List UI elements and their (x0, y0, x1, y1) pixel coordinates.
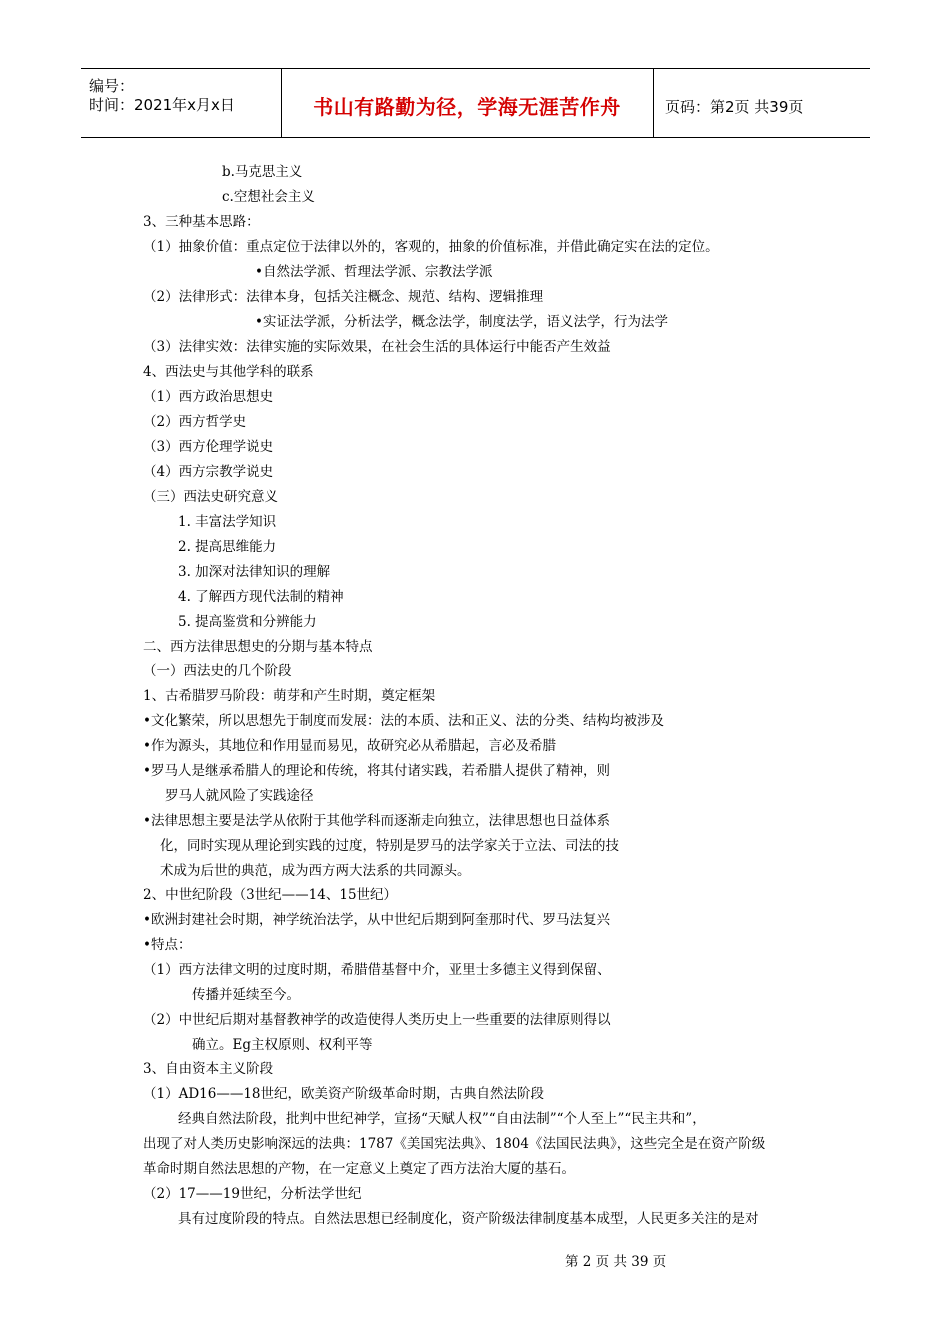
page-info: 页码：第2页 共39页 (665, 98, 804, 116)
body-line: （2）中世纪后期对基督教神学的改造使得人类历史上一些重要的法律原则得以 (143, 1012, 611, 1028)
body-line: 1. 丰富法学知识 (178, 514, 277, 530)
body-line: 2. 提高思维能力 (178, 539, 277, 555)
body-line: •特点： (143, 937, 192, 953)
body-line: （1）西方政治思想史 (143, 389, 274, 405)
body-line: （2）西方哲学史 (143, 414, 247, 430)
body-line: 1、古希腊罗马阶段：萌芽和产生时期，奠定框架 (143, 688, 436, 704)
body-line: （2）法律形式：法律本身，包括关注概念、规范、结构、逻辑推理 (143, 289, 544, 305)
header-right-cell (653, 69, 870, 137)
body-line: 出现了对人类历史影响深远的法典：1787《美国宪法典》、1804《法国民法典》，这些完全是在资产阶级 (143, 1136, 766, 1152)
body-line: •欧洲封建社会时期，神学统治法学，从中世纪后期到阿奎那时代、罗马法复兴 (143, 912, 610, 928)
body-line: （2）17——19世纪，分析法学世纪 (143, 1186, 362, 1202)
body-line: •罗马人是继承希腊人的理论和传统，将其付诸实践，若希腊人提供了精神，则 (143, 763, 610, 779)
body-line: 具有过度阶段的特点。自然法思想已经制度化，资产阶级法律制度基本成型，人民更多关注的是对 (178, 1211, 759, 1227)
time-label: 时间：2021年x月x日 (89, 96, 235, 114)
page-footer: 第 2 页 共 39 页 (565, 1254, 667, 1270)
body-line: 3. 加深对法律知识的理解 (178, 564, 331, 580)
body-line: 术成为后世的典范，成为西方两大法系的共同源头。 (160, 863, 471, 879)
page-header (81, 68, 870, 138)
body-line: c.空想社会主义 (222, 189, 315, 205)
body-line: 确立。Eg主权原则、权利平等 (192, 1037, 373, 1053)
body-line: •法律思想主要是法学从依附于其他学科而逐渐走向独立，法律思想也日益体系 (143, 813, 610, 829)
body-line: b.马克思主义 (222, 164, 303, 180)
body-line: 经典自然法阶段，批判中世纪神学，宣扬“天赋人权”“自由法制”“个人至上”“民主共和”， (178, 1111, 706, 1127)
body-line: 2、中世纪阶段（3世纪——14、15世纪） (143, 887, 398, 903)
number-label: 编号： (89, 77, 135, 95)
body-line: •文化繁荣，所以思想先于制度而发展：法的本质、法和正义、法的分类、结构均被涉及 (143, 713, 664, 729)
body-line: •实证法学派，分析法学，概念法学，制度法学，语义法学，行为法学 (255, 314, 668, 330)
body-line: 5. 提高鉴赏和分辨能力 (178, 614, 317, 630)
motto-text: 书山有路勤为径，学海无涯苦作舟 (313, 95, 621, 119)
body-line: 3、三种基本思路： (143, 214, 260, 230)
body-line: 传播并延续至今。 (192, 987, 300, 1003)
body-line: •自然法学派、哲理法学派、宗教法学派 (255, 264, 493, 280)
body-line: •作为源头，其地位和作用显而易见，故研究必从希腊起，言必及希腊 (143, 738, 556, 754)
body-line: 二、西方法律思想史的分期与基本特点 (143, 639, 373, 655)
body-line: （3）西方伦理学说史 (143, 439, 274, 455)
header-left-cell (81, 69, 282, 137)
body-line: 革命时期自然法思想的产物，在一定意义上奠定了西方法治大厦的基石。 (143, 1161, 575, 1177)
body-line: 化，同时实现从理论到实践的过度，特别是罗马的法学家关于立法、司法的技 (160, 838, 619, 854)
body-line: 4、西法史与其他学科的联系 (143, 364, 314, 380)
header-middle-cell (281, 69, 654, 137)
body-line: 3、自由资本主义阶段 (143, 1061, 274, 1077)
body-line: 罗马人就风险了实践途径 (165, 788, 314, 804)
body-line: （1）抽象价值：重点定位于法律以外的，客观的，抽象的价值标准，并借此确定实在法的定位。 (143, 239, 719, 255)
body-line: （3）法律实效：法律实施的实际效果，在社会生活的具体运行中能否产生效益 (143, 339, 611, 355)
body-line: （4）西方宗教学说史 (143, 464, 274, 480)
body-line: 4. 了解西方现代法制的精神 (178, 589, 344, 605)
body-line: （一）西法史的几个阶段 (143, 663, 292, 679)
body-line: （三）西法史研究意义 (143, 489, 278, 505)
body-line: （1）西方法律文明的过度时期，希腊借基督中介，亚里士多德主义得到保留、 (143, 962, 611, 978)
body-line: （1）AD16——18世纪，欧美资产阶级革命时期，古典自然法阶段 (143, 1086, 545, 1102)
